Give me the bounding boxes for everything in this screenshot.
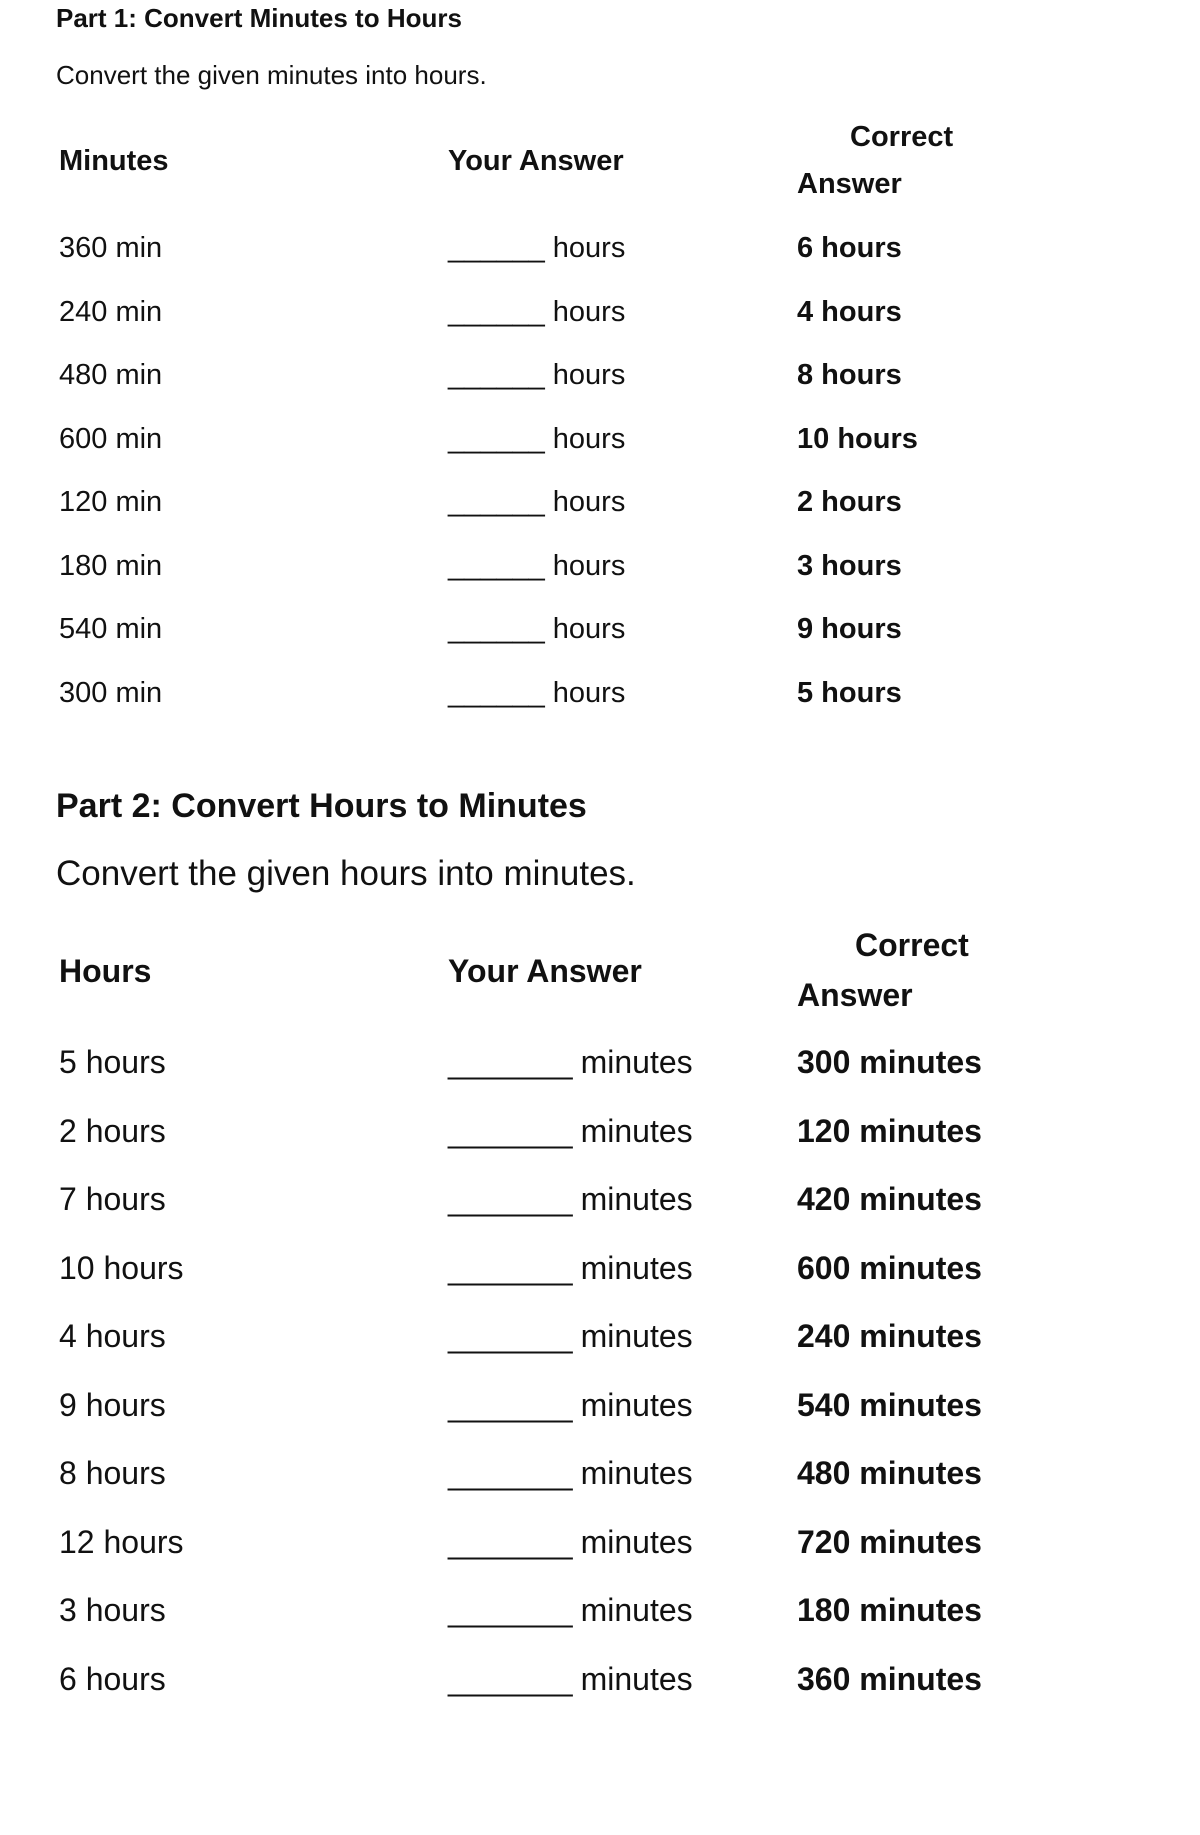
answer-field[interactable] — [448, 486, 625, 519]
answer-blank[interactable]: _______ — [448, 1112, 573, 1149]
given-value: 5 hours — [59, 1044, 166, 1080]
given-value: 600 min — [59, 422, 163, 455]
correct-answer: 3 hours — [797, 549, 902, 582]
answer-unit: minutes — [580, 1249, 693, 1286]
correct-answer: 360 minutes — [797, 1660, 982, 1697]
answer-field[interactable] — [448, 613, 625, 646]
correct-answer: 420 minutes — [797, 1181, 982, 1217]
answer-blank[interactable]: ______ — [448, 359, 545, 391]
given-value: 360 min — [59, 232, 163, 264]
answer-field[interactable] — [448, 359, 625, 392]
answer-blank[interactable]: ______ — [448, 549, 545, 582]
answer-unit: minutes — [580, 1523, 693, 1560]
answer-unit: hours — [552, 676, 626, 709]
part1-header-your-answer: Your Answer — [448, 145, 624, 177]
answer-blank[interactable]: ______ — [448, 232, 545, 264]
answer-unit: minutes — [580, 1386, 693, 1423]
answer-blank[interactable]: _______ — [448, 1455, 573, 1491]
answer-unit: hours — [552, 359, 626, 391]
part2-title: Part 2: Convert Hours to Minutes — [56, 787, 587, 825]
correct-answer: 480 minutes — [797, 1455, 982, 1491]
part2-instructions: Convert the given hours into minutes. — [56, 854, 636, 893]
correct-answer: 300 minutes — [797, 1044, 982, 1080]
answer-blank[interactable]: _______ — [448, 1523, 573, 1560]
part2-header-correct: Correct — [855, 927, 969, 963]
answer-blank[interactable]: ______ — [448, 422, 545, 455]
answer-unit: hours — [552, 549, 626, 582]
given-value: 7 hours — [59, 1181, 166, 1217]
answer-field[interactable] — [448, 1661, 693, 1698]
answer-blank[interactable]: ______ — [448, 613, 545, 645]
answer-field[interactable] — [448, 1524, 693, 1561]
correct-answer: 540 minutes — [797, 1386, 982, 1423]
given-value: 240 min — [59, 295, 163, 328]
answer-unit: minutes — [580, 1112, 693, 1149]
answer-field[interactable] — [448, 1455, 693, 1492]
correct-answer: 9 hours — [797, 613, 902, 645]
given-value: 9 hours — [59, 1386, 166, 1423]
correct-answer: 240 minutes — [797, 1318, 982, 1354]
answer-unit: minutes — [580, 1318, 693, 1354]
part1-header-minutes: Minutes — [59, 145, 169, 177]
answer-field[interactable] — [448, 1181, 693, 1218]
correct-answer: 6 hours — [797, 232, 902, 264]
answer-blank[interactable]: _______ — [448, 1249, 573, 1286]
answer-blank[interactable]: _______ — [448, 1592, 573, 1628]
given-value: 8 hours — [59, 1455, 166, 1491]
answer-field[interactable] — [448, 423, 625, 456]
answer-blank[interactable]: _______ — [448, 1044, 573, 1080]
answer-field[interactable] — [448, 550, 625, 583]
part1-header-correct: Correct — [850, 121, 954, 153]
answer-field[interactable] — [448, 1250, 693, 1287]
correct-answer: 180 minutes — [797, 1592, 982, 1628]
correct-answer: 5 hours — [797, 676, 902, 709]
answer-unit: hours — [552, 486, 626, 518]
given-value: 4 hours — [59, 1318, 166, 1354]
answer-unit: minutes — [580, 1181, 693, 1217]
part1-instructions: Convert the given minutes into hours. — [56, 60, 487, 90]
answer-field[interactable] — [448, 1318, 693, 1355]
given-value: 540 min — [59, 613, 163, 645]
part2-header-your-answer: Your Answer — [448, 953, 642, 989]
given-value: 120 min — [59, 486, 163, 518]
answer-blank[interactable]: ______ — [448, 676, 545, 709]
correct-answer: 120 minutes — [797, 1112, 982, 1149]
given-value: 10 hours — [59, 1249, 184, 1286]
answer-blank[interactable]: _______ — [448, 1318, 573, 1354]
part2-header-hours: Hours — [59, 953, 152, 989]
answer-field[interactable] — [448, 1044, 693, 1081]
answer-unit: minutes — [580, 1660, 693, 1697]
answer-blank[interactable]: ______ — [448, 486, 545, 518]
answer-field[interactable] — [448, 677, 625, 710]
correct-answer: 720 minutes — [797, 1523, 982, 1560]
answer-field[interactable] — [448, 1592, 693, 1629]
given-value: 12 hours — [59, 1523, 184, 1560]
part1-title: Part 1: Convert Minutes to Hours — [56, 3, 462, 33]
answer-unit: minutes — [580, 1044, 693, 1080]
answer-unit: hours — [552, 422, 626, 455]
given-value: 6 hours — [59, 1660, 166, 1697]
given-value: 3 hours — [59, 1592, 166, 1628]
answer-unit: minutes — [580, 1592, 693, 1628]
part2-header-answer: Answer — [797, 977, 913, 1013]
correct-answer: 10 hours — [797, 422, 918, 455]
answer-blank[interactable]: ______ — [448, 295, 545, 328]
answer-blank[interactable]: _______ — [448, 1386, 573, 1423]
part1-header-answer: Answer — [797, 168, 902, 200]
answer-field[interactable] — [448, 1387, 693, 1424]
correct-answer: 600 minutes — [797, 1249, 982, 1286]
given-value: 300 min — [59, 676, 163, 709]
given-value: 180 min — [59, 549, 163, 582]
answer-blank[interactable]: _______ — [448, 1660, 573, 1697]
answer-field[interactable] — [448, 232, 625, 265]
given-value: 2 hours — [59, 1112, 166, 1149]
answer-field[interactable] — [448, 296, 625, 329]
correct-answer: 2 hours — [797, 486, 902, 518]
correct-answer: 8 hours — [797, 359, 902, 391]
given-value: 480 min — [59, 359, 163, 391]
answer-unit: minutes — [580, 1455, 693, 1491]
answer-field[interactable] — [448, 1113, 693, 1150]
answer-blank[interactable]: _______ — [448, 1181, 573, 1217]
correct-answer: 4 hours — [797, 295, 902, 328]
answer-unit: hours — [552, 232, 626, 264]
answer-unit: hours — [552, 295, 626, 328]
answer-unit: hours — [552, 613, 626, 645]
